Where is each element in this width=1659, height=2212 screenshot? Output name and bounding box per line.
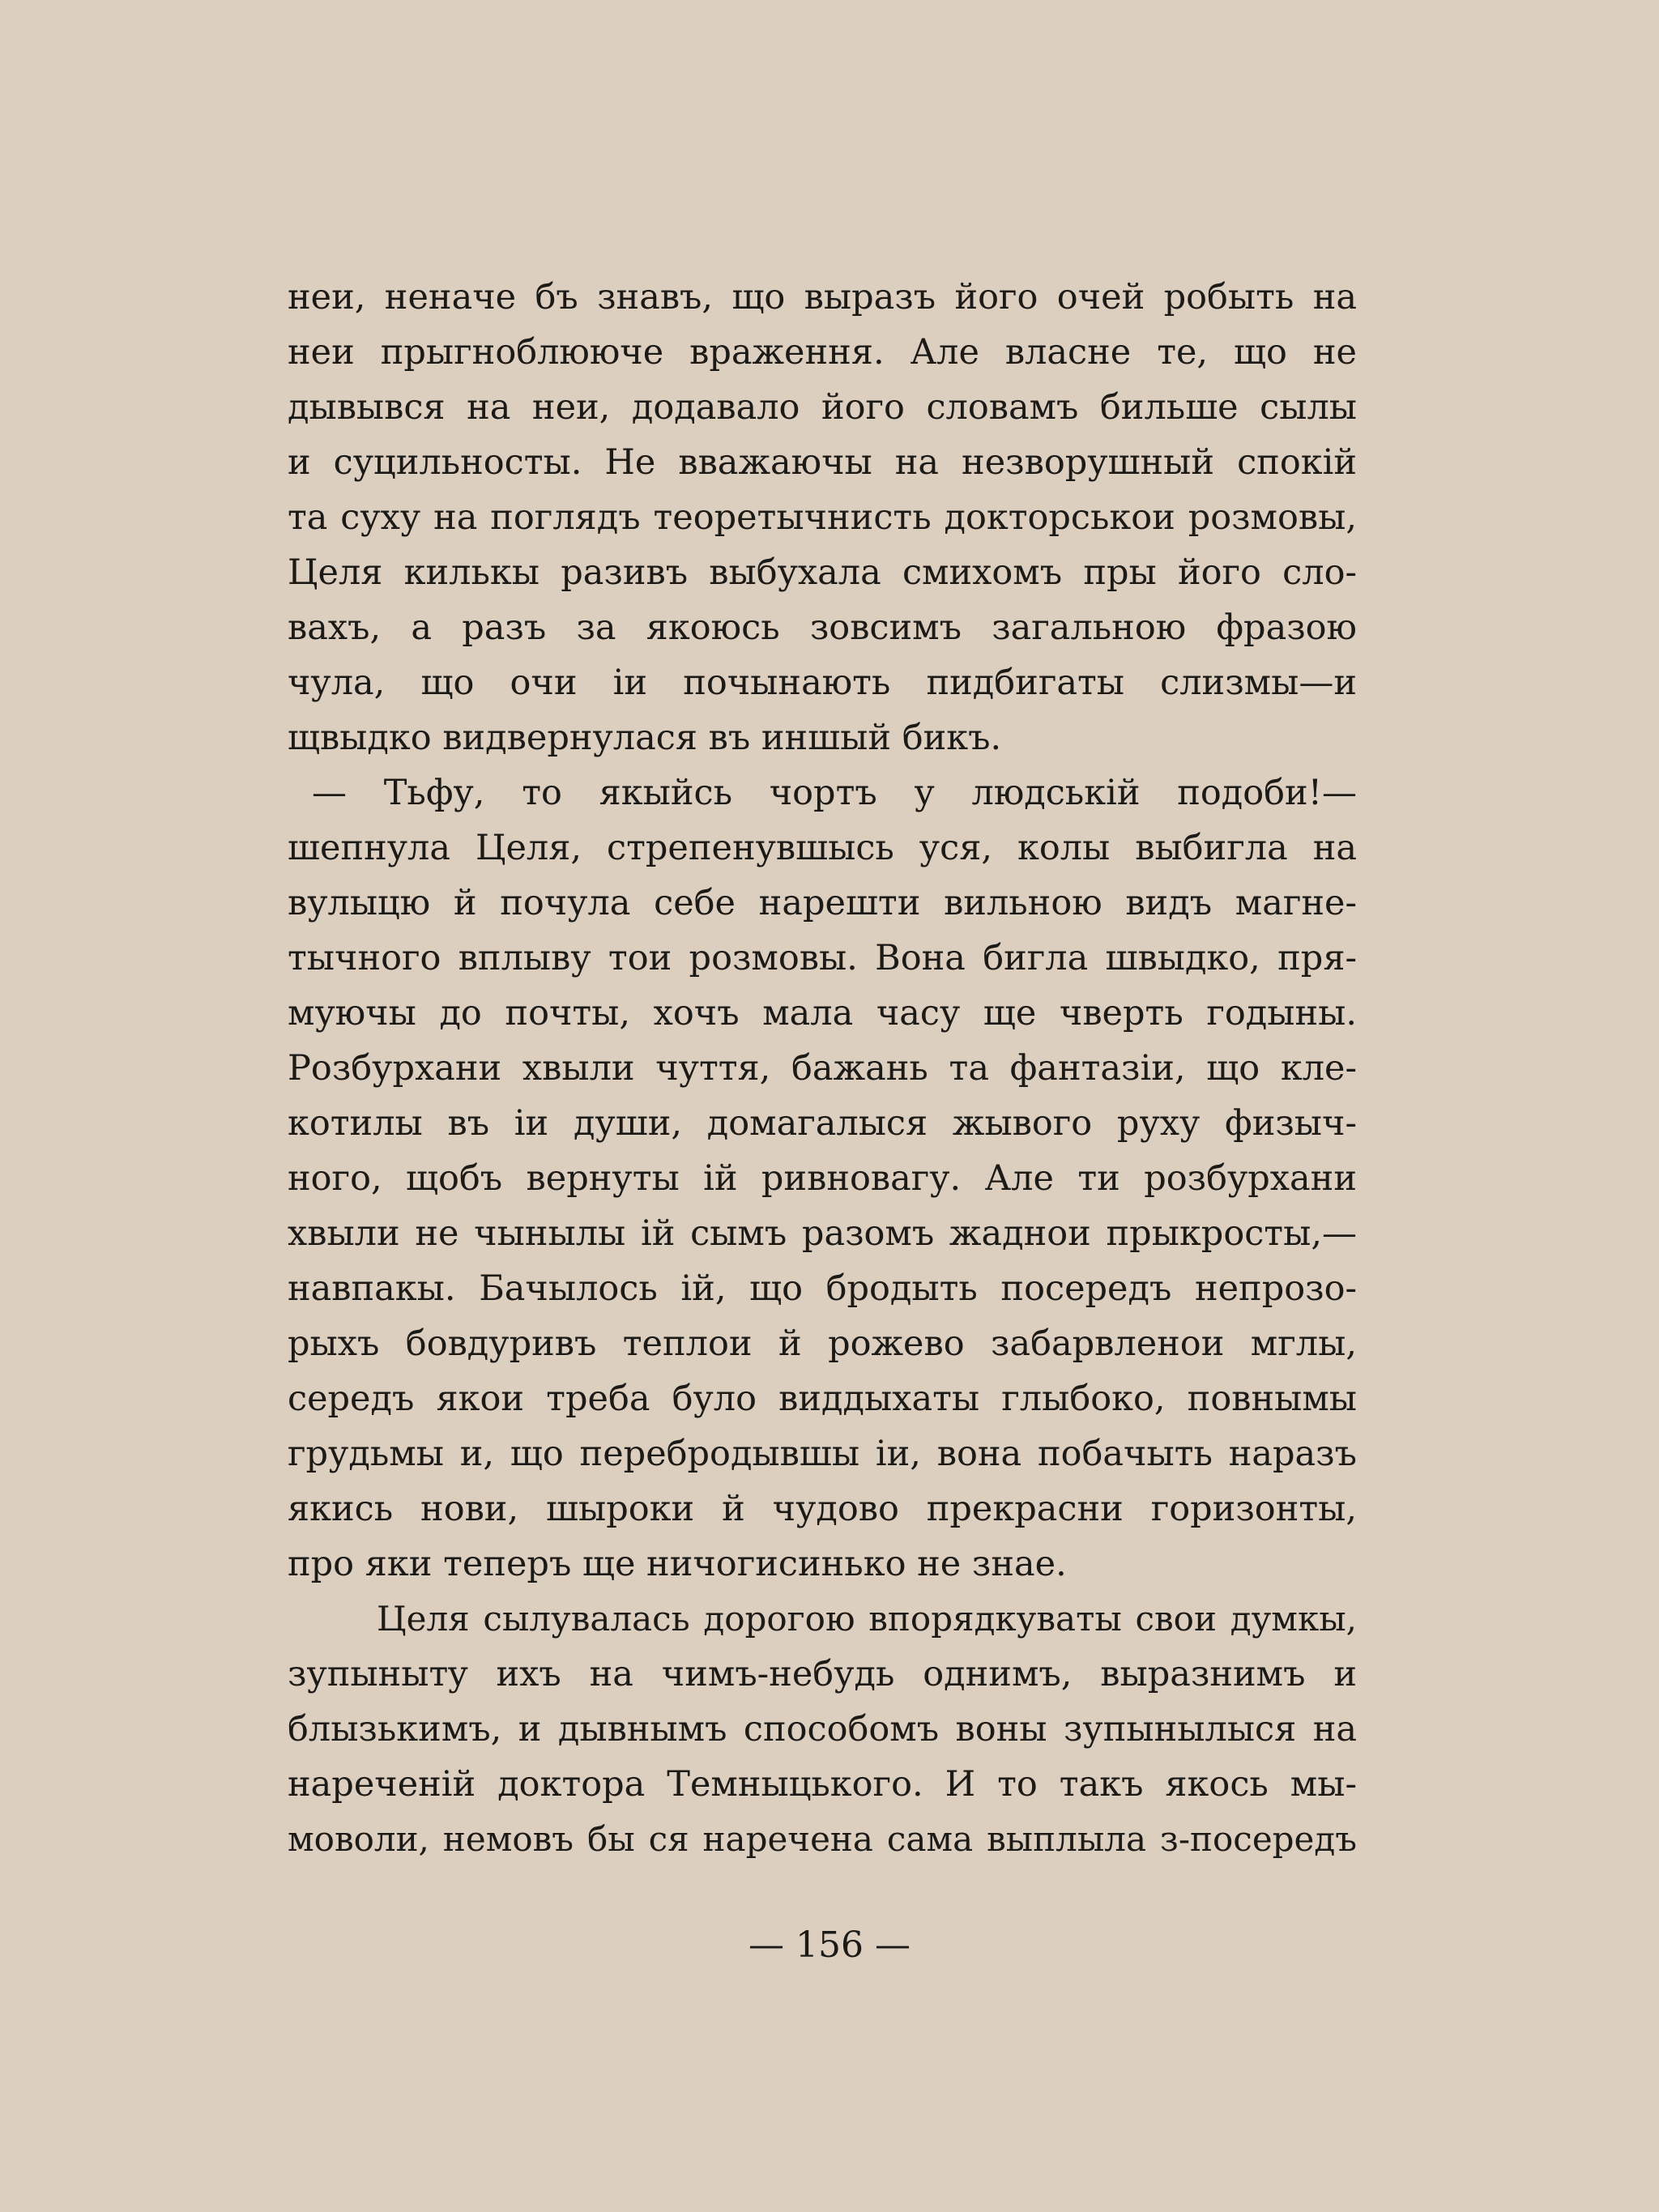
text-line: муючы до почты, хочъ мала часу ще чверть годыны. — [288, 993, 1357, 1034]
text-line: нареченій доктора Темныцького. И то такъ якось мы- — [288, 1764, 1357, 1805]
text-line: рыхъ бовдуривъ теплои й рожево забарвленои мглы, — [288, 1323, 1357, 1364]
text-line: Розбурхани хвыли чуття, бажань та фантазіи, що кле- — [288, 1048, 1357, 1089]
text-line: котилы въ іи души, домагалыся жывого руху физыч- — [288, 1103, 1357, 1144]
page-number: — 156 — — [748, 1924, 911, 1966]
text-line: — Тьфу, то якыйсь чортъ у людській подоби!— — [312, 773, 1357, 813]
paragraph-2 — [288, 765, 1357, 1592]
text-line: та суху на поглядъ теоретычнисть докторськои розмовы, — [288, 497, 1357, 538]
body-text — [288, 270, 1357, 1867]
text-line: тычного вплыву тои розмовы. Вона бигла швыдко, пря- — [288, 938, 1357, 978]
text-line: вахъ, а разъ за якоюсь зовсимъ загальною фразою — [288, 607, 1357, 648]
text-line: неи, неначе бъ знавъ, що выразъ його очей робыть на — [288, 277, 1357, 318]
text-line: Целя килькы разивъ выбухала смихомъ пры його сло- — [288, 552, 1357, 593]
text-line: про яки теперъ ще ничогисинько не знае. — [288, 1544, 1067, 1584]
text-line: Целя сылувалась дорогою впорядкуваты свои думкы, — [377, 1599, 1357, 1639]
text-line: середъ якои треба було виддыхаты глыбоко, повнымы — [288, 1379, 1357, 1419]
paragraph-3 — [288, 1592, 1357, 1867]
text-line: моволи, немовъ бы ся наречена сама выплыла з-посередъ — [288, 1819, 1357, 1859]
text-line: грудьмы и, що перебродывшы іи, вона побачыть наразъ — [288, 1434, 1357, 1474]
text-line: дывывся на неи, додавало його словамъ бильше сылы — [288, 387, 1357, 428]
paragraph-1 — [288, 270, 1357, 765]
text-line: зупынытy ихъ на чимъ-небудь однимъ, выразнимъ и — [288, 1654, 1357, 1694]
text-line: и суцильносты. Не вважаючы на незворушный спокій — [288, 442, 1357, 483]
text-line: чула, що очи іи почынають пидбигаты слизмы—и — [288, 663, 1357, 703]
text-line: ного, щобъ вернуты ій ривновагу. Але ти розбурхани — [288, 1158, 1357, 1199]
text-line: шепнула Целя, стрепенувшысь уся, колы выбигла на — [288, 828, 1357, 868]
text-line: блызькимъ, и дывнымъ способомъ воны зупынылыся на — [288, 1709, 1357, 1750]
text-line: хвыли не чынылы ій сымъ разомъ жаднои прыкросты,— — [288, 1213, 1357, 1254]
text-line: щвыдко видвернулася въ иншый бикъ. — [288, 718, 1002, 758]
text-line: навпакы. Бачылось ій, що бродыть посередъ непрозо- — [288, 1268, 1357, 1309]
text-line: вулыцю й почула себе нарешти вильною видъ магне- — [288, 883, 1357, 923]
text-line: неи прыгноблююче враження. Але власне те, що не — [288, 332, 1357, 373]
text-line: якись нови, шыроки й чудово прекрасни горизонты, — [288, 1489, 1357, 1529]
